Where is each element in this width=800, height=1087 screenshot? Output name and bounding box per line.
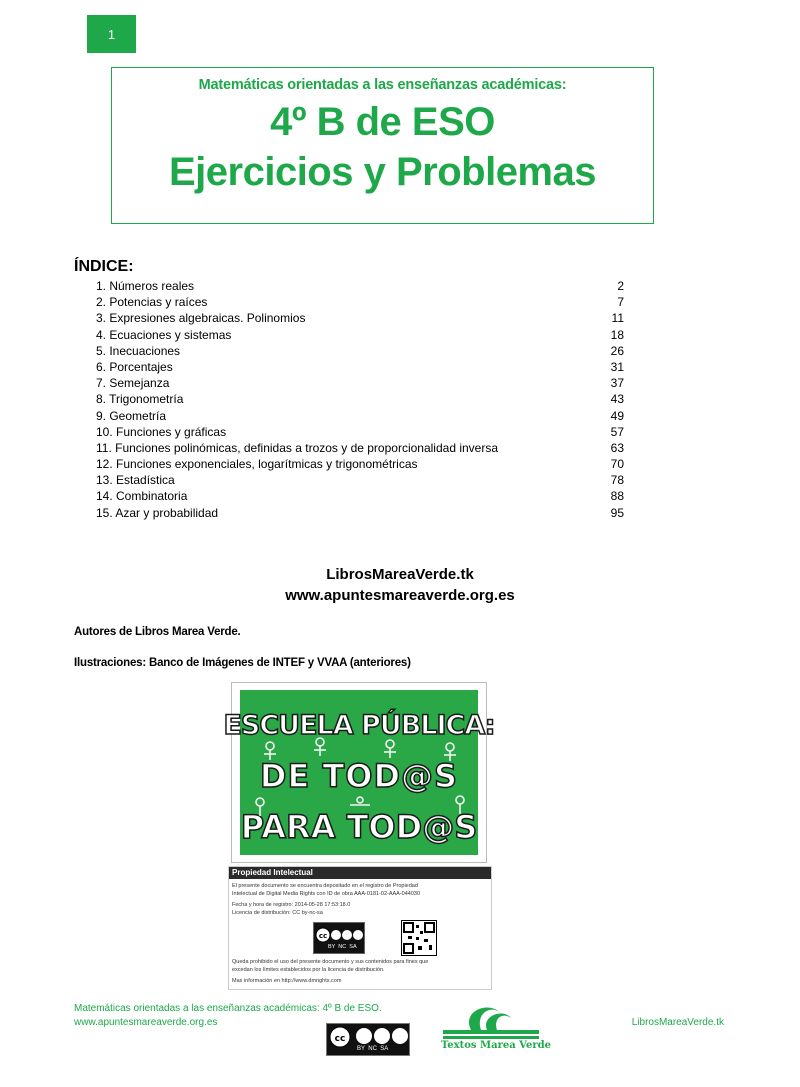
- toc-entry-page: 63: [610, 440, 624, 455]
- page-number-badge: [87, 15, 136, 53]
- toc-entry-label: 6. Porcentajes: [96, 359, 173, 374]
- toc-entry[interactable]: [96, 359, 624, 375]
- poster-artwork: [223, 690, 495, 855]
- escuela-publica-poster: [223, 682, 495, 863]
- table-of-contents: [96, 278, 624, 521]
- course-subtitle: Matemáticas orientadas a las enseñanzas académicas:: [198, 77, 567, 93]
- toc-entry-page: 11: [611, 311, 624, 326]
- toc-entry-page: 57: [610, 424, 624, 439]
- toc-entry-label: 3. Expresiones algebraicas. Polinomios: [96, 311, 306, 326]
- toc-entry-page: 88: [610, 489, 624, 504]
- toc-entry-page: 37: [610, 376, 624, 391]
- ip-line: Mas información en http://www.dmrights.com: [232, 978, 342, 984]
- svg-text:cc: cc: [334, 1034, 346, 1044]
- footer-cc-labels: BY NC SA: [357, 1046, 389, 1052]
- ip-line: Queda prohibido el uso del presente documento y sus contenidos para fines que: [232, 959, 429, 965]
- toc-entry[interactable]: [96, 343, 624, 359]
- logo-text: Textos Marea Verde: [441, 1040, 551, 1051]
- toc-entry-page: 49: [610, 408, 624, 423]
- textos-marea-verde-logo: [441, 1000, 551, 1056]
- toc-entry[interactable]: [96, 278, 624, 294]
- qr-code: [401, 920, 437, 956]
- toc-entry-label: 14. Combinatoria: [96, 489, 188, 504]
- poster-background: [223, 690, 495, 855]
- ip-line: Licencia de distribución: CC by-nc-sa: [232, 910, 323, 916]
- toc-entry-page: 70: [610, 457, 624, 472]
- site-apuntesmareaverde[interactable]: www.apuntesmareaverde.org.es: [285, 587, 515, 604]
- toc-entry-label: 2. Potencias y raíces: [96, 295, 208, 310]
- footer-cc-badge: [326, 1023, 410, 1056]
- toc-entry[interactable]: [96, 294, 624, 310]
- toc-entry-page: 43: [610, 392, 624, 407]
- course-title: 4º B de ESO: [270, 100, 495, 144]
- index-heading: ÍNDICE:: [74, 258, 134, 275]
- toc-entry[interactable]: [96, 408, 624, 424]
- toc-entry[interactable]: [96, 391, 624, 407]
- toc-entry[interactable]: [96, 424, 624, 440]
- cc-labels: BY NC SA: [328, 944, 357, 950]
- toc-entry-label: 9. Geometría: [96, 408, 167, 423]
- footer-book-title: Matemáticas orientadas a las enseñanzas académicas: 4º B de ESO.: [74, 1003, 382, 1014]
- toc-entry-label: 4. Ecuaciones y sistemas: [96, 327, 232, 342]
- site-librosmareaverde[interactable]: LibrosMareaVerde.tk: [326, 566, 474, 583]
- toc-entry[interactable]: [96, 440, 624, 456]
- book-heading: Ejercicios y Problemas: [168, 150, 596, 194]
- ip-line: Fecha y hora de registro: 2014-05-28 17:53:18.0: [232, 902, 351, 908]
- authors-credit: Autores de Libros Marea Verde.: [74, 626, 241, 638]
- toc-entry-page: 2: [617, 279, 624, 293]
- toc-entry-label: 11. Funciones polinómicas, definidas a trozos y de proporcionalidad inversa: [96, 440, 499, 455]
- toc-entry[interactable]: [96, 456, 624, 472]
- poster-line-1: ESCUELA PÚBLICA:: [223, 710, 495, 741]
- toc-entry[interactable]: [96, 327, 624, 343]
- toc-entry-label: 15. Azar y probabilidad: [96, 505, 219, 520]
- title-box: [111, 67, 654, 224]
- toc-entry-page: 31: [610, 359, 624, 374]
- cc-license-badge: [313, 922, 365, 954]
- toc-entry-label: 8. Trigonometría: [96, 392, 184, 407]
- toc-entry[interactable]: [96, 472, 624, 488]
- toc-entry-page: 26: [610, 343, 624, 358]
- toc-entry-page: 7: [617, 295, 624, 310]
- ip-line: Intelectual de Digital Media Rights con ID de obra AAA-0181-02-AAA-044030: [232, 891, 421, 897]
- toc-entry-page: 18: [610, 327, 624, 342]
- toc-entry-label: 7. Semejanza: [96, 376, 170, 391]
- toc-entry-label: 13. Estadística: [96, 473, 175, 488]
- ip-line: excedan los límites establecidos por la licencia de distribución.: [232, 967, 385, 973]
- ip-card-header: Propiedad Intelectual: [229, 867, 491, 879]
- toc-entry[interactable]: [96, 310, 624, 326]
- svg-text:cc: cc: [318, 932, 328, 940]
- toc-entry-page: 78: [610, 473, 624, 488]
- toc-entry-page: 95: [610, 505, 624, 520]
- footer-site-right[interactable]: LibrosMareaVerde.tk: [631, 1017, 724, 1028]
- intellectual-property-card: [228, 866, 492, 990]
- illustrations-credit: Ilustraciones: Banco de Imágenes de INTEF y VVAA (anteriores): [74, 657, 411, 669]
- toc-entry-label: 10. Funciones y gráficas: [96, 424, 227, 439]
- toc-entry[interactable]: [96, 375, 624, 391]
- toc-entry-label: 12. Funciones exponenciales, logarítmicas y trigonométricas: [96, 457, 418, 472]
- footer-site-link[interactable]: www.apuntesmareaverde.org.es: [74, 1017, 218, 1028]
- toc-entry-label: 5. Inecuaciones: [96, 343, 181, 358]
- toc-entry[interactable]: [96, 488, 624, 504]
- toc-entry-label: 1. Números reales: [96, 279, 195, 293]
- ip-line: El presente documento se encuentra depositado en el registro de Propiedad: [232, 883, 418, 889]
- poster-line-3: PARA TOD@S: [240, 808, 478, 846]
- poster-line-2: DE TOD@S: [259, 757, 459, 795]
- toc-entry[interactable]: [96, 505, 624, 521]
- page-number: 1: [107, 26, 116, 42]
